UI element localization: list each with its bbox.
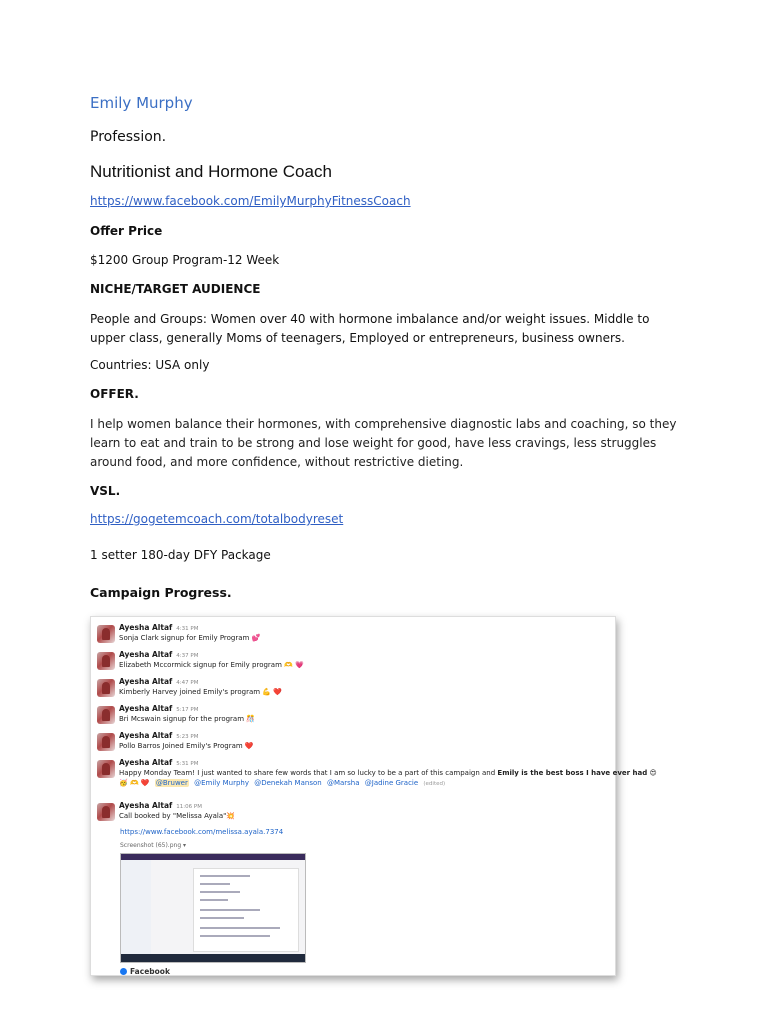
edited-marker: (edited) xyxy=(423,781,446,787)
thumb-sidebar xyxy=(121,860,151,954)
niche-label: NICHE/TARGET AUDIENCE xyxy=(90,282,261,296)
facebook-footer-label: Facebook xyxy=(130,967,170,976)
campaign-progress-label: Campaign Progress. xyxy=(90,585,232,600)
person-name: Emily Murphy xyxy=(90,94,193,112)
collision-emoji-icon: 💥 xyxy=(226,812,236,820)
message-author: Ayesha Altaf xyxy=(119,731,173,740)
muscle-heart-emoji-icon: 💪 ❤️ xyxy=(262,688,282,696)
confetti-emoji-icon: 🎊 xyxy=(246,715,255,723)
message-author: Ayesha Altaf xyxy=(119,801,173,810)
vsl-label: VSL. xyxy=(90,484,121,498)
avatar xyxy=(97,706,115,724)
avatar xyxy=(97,803,115,821)
chat-screenshot xyxy=(90,616,657,976)
message-text: Happy Monday Team! I just wanted to share few words that I am so lucky to be a part of this campaign and xyxy=(119,769,496,777)
party-heart-emoji-icon: 🥳 🫶 ❤️ xyxy=(119,779,150,787)
thumb-taskbar xyxy=(121,954,305,962)
offer-text: I help women balance their hormones, with comprehensive diagnostic labs and coaching, so they learn to eat and train to be strong and lose weight for good, have less cravings, less struggles around food, and more confidence, without restrictive dieting. xyxy=(90,417,677,469)
avatar xyxy=(97,625,115,643)
message-author: Ayesha Altaf xyxy=(119,623,173,632)
mention-jadine-gracie[interactable]: @Jadine Gracie xyxy=(364,779,419,787)
mention-denekah-manson[interactable]: @Denekah Manson xyxy=(254,779,322,787)
shared-facebook-link[interactable]: https://www.facebook.com/melissa.ayala.7374 xyxy=(120,828,284,836)
message-author: Ayesha Altaf xyxy=(119,650,173,659)
avatar xyxy=(97,652,115,670)
message-author: Ayesha Altaf xyxy=(119,758,173,767)
message-author: Ayesha Altaf xyxy=(119,704,173,713)
avatar xyxy=(97,679,115,697)
message-text: Pollo Barros Joined Emily's Program xyxy=(119,742,243,750)
message-time: 5:23 PM xyxy=(176,734,199,740)
profession-label: Profession. xyxy=(90,129,167,145)
mention-emily-murphy[interactable]: @Emily Murphy xyxy=(194,779,249,787)
message-time: 5:31 PM xyxy=(176,761,199,767)
avatar xyxy=(97,760,115,778)
message-time: 5:17 PM xyxy=(176,707,199,713)
message-author: Ayesha Altaf xyxy=(119,677,173,686)
vsl-link[interactable]: https://gogetemcoach.com/totalbodyreset xyxy=(90,512,344,526)
heart-hands-emoji-icon: 🫶 💗 xyxy=(284,661,304,669)
avatar xyxy=(97,733,115,751)
message-bold-text: Emily is the best boss I have ever had xyxy=(497,769,648,777)
mention-bruwer[interactable]: @Bruwer xyxy=(155,779,188,787)
message-text: Sonja Clark signup for Emily Program xyxy=(119,634,250,642)
hearts-emoji-icon: 💕 xyxy=(251,634,261,642)
offer-price-label: Offer Price xyxy=(90,224,163,238)
message-text: Kimberly Harvey joined Emily's program xyxy=(119,688,261,696)
message-time: 4:37 PM xyxy=(176,653,199,659)
people-groups-text: People and Groups: Women over 40 with hormone imbalance and/or weight issues. Middle to upper class, generally Moms of teenagers, Employed or entrepreneurs, business owners. xyxy=(90,312,650,345)
facebook-link[interactable]: https://www.facebook.com/EmilyMurphyFitnessCoach xyxy=(90,194,411,208)
message-time: 4:31 PM xyxy=(176,626,199,632)
facebook-icon xyxy=(120,968,127,975)
offer-price-value: $1200 Group Program-12 Week xyxy=(90,253,280,267)
thumb-email-panel xyxy=(193,868,299,952)
countries-text: Countries: USA only xyxy=(90,358,210,372)
mention-marsha[interactable]: @Marsha xyxy=(326,779,360,787)
message-text: Elizabeth Mccormick signup for Emily program xyxy=(119,661,282,669)
offer-label: OFFER. xyxy=(90,387,139,401)
message-text: Call booked by "Melissa Ayala" xyxy=(119,812,227,820)
heart-emoji-icon: ❤️ xyxy=(244,742,254,750)
setter-package-text: 1 setter 180-day DFY Package xyxy=(90,548,271,562)
profession-value: Nutritionist and Hormone Coach xyxy=(90,162,332,181)
attachment-filename[interactable]: Screenshot (65).png ▾ xyxy=(120,842,187,849)
message-text: Bri Mcswain signup for the program xyxy=(119,715,245,723)
attachment-thumbnail[interactable] xyxy=(120,853,306,963)
message-time: 4:47 PM xyxy=(176,680,199,686)
heart-eyes-emoji-icon: 😍 xyxy=(649,769,657,777)
message-time: 11:06 PM xyxy=(176,804,202,810)
facebook-preview-footer xyxy=(120,967,170,976)
